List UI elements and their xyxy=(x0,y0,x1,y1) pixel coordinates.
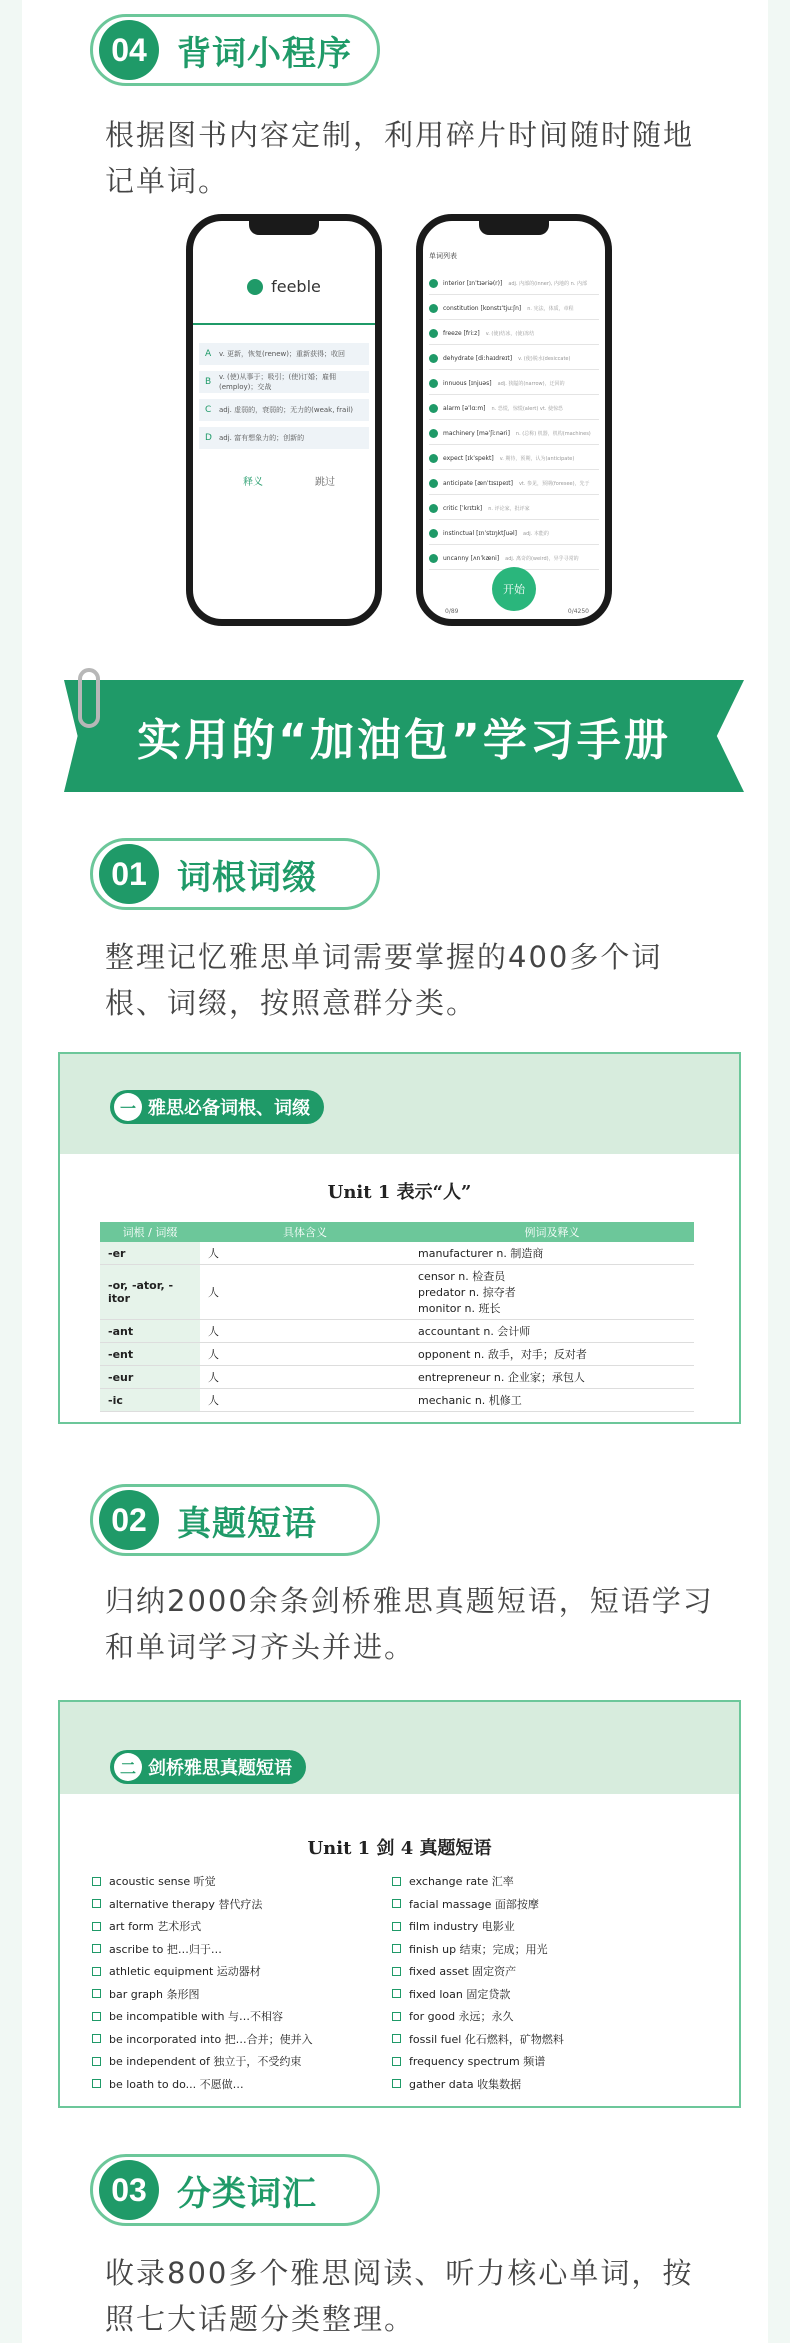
word-text: innuous [ɪnjuəs] xyxy=(443,380,492,387)
phrase-item xyxy=(92,1915,201,1937)
play-icon[interactable] xyxy=(429,404,438,413)
phrase-text: acoustic sense 听觉 xyxy=(109,1875,216,1888)
wordlist-header: 单词列表 xyxy=(429,252,457,260)
word-list-item[interactable] xyxy=(429,498,599,520)
word-meaning: n. 评论家，批评家 xyxy=(488,506,530,512)
example-word: predator n. 掠夺者 xyxy=(418,1286,516,1299)
word-list-item[interactable] xyxy=(429,348,599,370)
word-text: anticipate [ænˈtɪsɪpeɪt] xyxy=(443,480,513,487)
answer-option[interactable]: C adj. 虚弱的，衰弱的；无力的(weak, frail) xyxy=(199,399,369,421)
word-text: critic [ˈkrɪtɪk] xyxy=(443,505,483,512)
phrases-sample-page xyxy=(58,1700,741,2108)
play-icon[interactable] xyxy=(429,354,438,363)
section-header-roots xyxy=(90,838,380,910)
checkbox-icon xyxy=(92,1899,101,1908)
checkbox-icon xyxy=(392,1944,401,1953)
phrase-text: be loath to do... 不愿做… xyxy=(109,2077,244,2091)
root-cell: -ic xyxy=(100,1389,200,1412)
paperclip-icon xyxy=(78,668,100,728)
phrase-text: be incompatible with 与…不相容 xyxy=(109,2010,283,2023)
root-cell: -or, -ator, -itor xyxy=(100,1265,200,1320)
column-header: 具体含义 xyxy=(200,1222,410,1242)
play-icon[interactable] xyxy=(429,429,438,438)
phrase-item xyxy=(392,1983,510,2005)
meaning-cell: 人 xyxy=(200,1343,410,1366)
start-button[interactable]: 开始 xyxy=(492,567,536,611)
word-meaning: v. (使)脱水(desiccate) xyxy=(518,356,571,362)
word-text: constitution [kɒnstɪˈtjuːʃn] xyxy=(443,305,522,312)
section-description: 根据图书内容定制，利用碎片时间随时随地记单词。 xyxy=(105,118,695,198)
phrase-item xyxy=(92,2073,244,2095)
word-meaning: n. (总称) 机器，机构(machines) xyxy=(515,431,591,437)
section-number: 03 xyxy=(99,2160,159,2220)
skip-button[interactable]: 跳过 xyxy=(315,477,335,488)
phrase-text: ascribe to 把…归于… xyxy=(109,1942,222,1956)
word-display xyxy=(193,277,375,296)
examples-cell xyxy=(410,1265,694,1320)
phrase-text: for good 永远；永久 xyxy=(409,2010,514,2023)
phrase-item xyxy=(92,1960,261,1982)
column-header: 例词及释义 xyxy=(410,1222,694,1242)
panel-tag: 二 剑桥雅思真题短语 xyxy=(110,1750,306,1784)
play-icon[interactable] xyxy=(429,279,438,288)
word-meaning: v. (使)结冰，(使)冻结 xyxy=(485,331,535,337)
phrase-text: gather data 收集数据 xyxy=(409,2077,522,2091)
example-word: entrepreneur n. 企业家；承包人 xyxy=(418,1371,585,1384)
phrase-text: bar graph 条形图 xyxy=(109,1987,200,2001)
phrase-text: be incorporated into 把…合并；使并入 xyxy=(109,2032,313,2046)
examples-cell xyxy=(410,1242,694,1265)
phrase-text: film industry 电影业 xyxy=(409,1920,515,1933)
word-text: freeze [friːz] xyxy=(443,330,480,337)
example-word: monitor n. 班长 xyxy=(418,1302,501,1315)
phrase-text: frequency spectrum 频谱 xyxy=(409,2055,546,2068)
word-list-item[interactable] xyxy=(429,398,599,420)
checkbox-icon xyxy=(392,1899,401,1908)
phrase-item xyxy=(392,2050,545,2072)
word-list-item[interactable] xyxy=(429,273,599,295)
word-meaning: n. 恐慌，惊慌(alert) vt. 使惊恐 xyxy=(491,406,563,412)
word-list-item[interactable] xyxy=(429,298,599,320)
play-icon[interactable] xyxy=(429,454,438,463)
checkbox-icon xyxy=(392,1967,401,1976)
play-icon[interactable] xyxy=(429,329,438,338)
banner-title: 实用的“加油包”学习手册 xyxy=(137,715,671,766)
examples-cell xyxy=(410,1389,694,1412)
answer-option[interactable]: B v. (使)从事于；吸引；(使)订婚；雇佣(employ)；交战 xyxy=(199,371,369,393)
word-list-item[interactable] xyxy=(429,448,599,470)
word-meaning: adj. 狭隘的(narrow)，迂回的 xyxy=(497,381,565,387)
word-meaning: adj. 内部的(inner), 内地的 n. 内部 xyxy=(508,281,587,287)
phrase-item xyxy=(92,1893,262,1915)
quiz-word: feeble xyxy=(271,277,321,296)
phrase-item xyxy=(92,2005,283,2027)
total-count: 0/4250 xyxy=(567,608,589,615)
checkbox-icon xyxy=(392,1922,401,1931)
panel-header xyxy=(60,1054,739,1154)
phrase-text: exchange rate 汇率 xyxy=(409,1875,514,1888)
play-icon[interactable] xyxy=(429,504,438,513)
column-header: 词根 / 词缀 xyxy=(100,1222,200,1242)
table-row xyxy=(100,1320,694,1343)
meaning-cell: 人 xyxy=(200,1242,410,1265)
word-text: instinctual [ɪnˈstɪŋktʃuəl] xyxy=(443,530,518,537)
meaning-cell: 人 xyxy=(200,1366,410,1389)
panel-header xyxy=(60,1702,739,1794)
word-list-item[interactable] xyxy=(429,473,599,495)
meaning-cell: 人 xyxy=(200,1265,410,1320)
checkbox-icon xyxy=(92,1967,101,1976)
examples-cell xyxy=(410,1366,694,1389)
section-header-topics xyxy=(90,2154,380,2226)
checkbox-icon xyxy=(92,1989,101,1998)
phrase-text: fossil fuel 化石燃料，矿物燃料 xyxy=(409,2032,564,2046)
phone-wordlist-screen xyxy=(416,214,612,626)
phrase-item xyxy=(92,2028,313,2050)
word-list-item[interactable] xyxy=(429,523,599,545)
example-word: opponent n. 敌手，对手；反对者 xyxy=(418,1348,587,1361)
play-icon[interactable] xyxy=(429,554,438,563)
checkbox-icon xyxy=(92,2057,101,2066)
phrase-text: fixed loan 固定贷款 xyxy=(409,1987,511,2001)
section-description: 整理记忆雅思单词需要掌握的400多个词根、词缀，按照意群分类。 xyxy=(105,940,663,1020)
section-title: 词根词缀 xyxy=(177,857,317,898)
checkbox-icon xyxy=(392,2057,401,2066)
section-header-vocab-app xyxy=(90,14,380,86)
phrase-text: facial massage 面部按摩 xyxy=(409,1897,539,1911)
word-meaning: adj. 本能的 xyxy=(523,531,549,537)
table-row xyxy=(100,1242,694,1265)
section-number: 01 xyxy=(99,844,159,904)
checkbox-icon xyxy=(92,1922,101,1931)
meaning-cell: 人 xyxy=(200,1389,410,1412)
word-meaning: adj. 离奇的(weird)，异乎寻常的 xyxy=(505,556,579,562)
checkbox-icon xyxy=(92,2079,101,2088)
phrase-item xyxy=(392,1915,515,1937)
phrase-text: art form 艺术形式 xyxy=(109,1920,202,1933)
phrase-item xyxy=(92,1870,216,1892)
phrase-item xyxy=(392,1938,548,1960)
checkbox-icon xyxy=(92,1877,101,1886)
root-cell: -ant xyxy=(100,1320,200,1343)
section-description: 收录800多个雅思阅读、听力核心单词，按照七大话题分类整理。 xyxy=(105,2256,694,2336)
right-border-strip xyxy=(768,0,790,2343)
unit-title: Unit 1 表示“人” xyxy=(327,1182,472,1203)
phrase-item xyxy=(392,2073,521,2095)
table-row xyxy=(100,1265,694,1320)
word-meaning: vt. 参见，预期(foresee)，先于 xyxy=(518,481,590,487)
table-row xyxy=(100,1389,694,1412)
word-text: dehydrate [diːhaɪdreɪt] xyxy=(443,355,513,362)
word-text: interior [ɪnˈtɪəriə(r)] xyxy=(443,280,503,287)
checkbox-icon xyxy=(92,2034,101,2043)
word-text: uncanny [ʌnˈkæni] xyxy=(443,555,500,562)
play-icon[interactable] xyxy=(429,529,438,538)
phone-notch xyxy=(249,221,319,235)
example-word: accountant n. 会计师 xyxy=(418,1325,531,1338)
section-description: 归纳2000余条剑桥雅思真题短语，短语学习和单词学习齐头并进。 xyxy=(105,1584,714,1664)
checkbox-icon xyxy=(392,1989,401,1998)
examples-cell xyxy=(410,1343,694,1366)
phrase-item xyxy=(92,2050,301,2072)
example-word: censor n. 检查员 xyxy=(418,1270,506,1283)
learned-count: 0/89 xyxy=(445,608,459,615)
phrase-text: alternative therapy 替代疗法 xyxy=(109,1897,263,1911)
roots-sample-page xyxy=(58,1052,741,1424)
roots-table xyxy=(100,1222,694,1412)
phrase-item xyxy=(92,1938,222,1960)
play-icon[interactable] xyxy=(429,479,438,488)
word-meaning: v. 期待，预期，认为(anticipate) xyxy=(499,456,575,462)
phrase-text: finish up 结束；完成；用光 xyxy=(409,1942,548,1956)
section-header-phrases xyxy=(90,1484,380,1556)
word-text: machinery [məˈʃiːnəri] xyxy=(443,430,510,437)
left-border-strip xyxy=(0,0,22,2343)
section-number: 04 xyxy=(99,20,159,80)
phrase-text: be independent of 独立于，不受约束 xyxy=(109,2055,302,2068)
unit-title: Unit 1 剑 4 真题短语 xyxy=(307,1838,492,1859)
phrase-text: fixed asset 固定资产 xyxy=(409,1965,517,1978)
root-cell: -er xyxy=(100,1242,200,1265)
root-cell: -eur xyxy=(100,1366,200,1389)
panel-tag: 一 雅思必备词根、词缀 xyxy=(110,1090,324,1124)
word-list-item[interactable] xyxy=(429,373,599,395)
section-number: 02 xyxy=(99,1490,159,1550)
word-text: expect [ɪkˈspekt] xyxy=(443,455,494,462)
word-meaning: n. 宪法，体质，章程 xyxy=(527,306,574,312)
phrase-item xyxy=(392,1870,514,1892)
table-row xyxy=(100,1343,694,1366)
examples-cell xyxy=(410,1320,694,1343)
root-cell: -ent xyxy=(100,1343,200,1366)
speaker-icon[interactable] xyxy=(247,279,263,295)
table-row xyxy=(100,1366,694,1389)
phrase-text: athletic equipment 运动器材 xyxy=(109,1965,261,1978)
word-list-item[interactable] xyxy=(429,323,599,345)
section-title: 分类词汇 xyxy=(177,2173,317,2214)
answer-option[interactable]: D adj. 富有想象力的；创新的 xyxy=(199,427,369,449)
play-icon[interactable] xyxy=(429,379,438,388)
phrase-item xyxy=(392,2028,564,2050)
divider xyxy=(193,323,375,325)
meaning-cell: 人 xyxy=(200,1320,410,1343)
phrase-item xyxy=(392,2005,514,2027)
checkbox-icon xyxy=(392,2034,401,2043)
phrase-item xyxy=(392,1893,539,1915)
checkbox-icon xyxy=(392,2012,401,2021)
word-text: alarm [əˈlɑːm] xyxy=(443,405,486,412)
word-list-item[interactable] xyxy=(429,423,599,445)
checkbox-icon xyxy=(92,1944,101,1953)
phone-notch xyxy=(479,221,549,235)
example-word: manufacturer n. 制造商 xyxy=(418,1247,544,1260)
play-icon[interactable] xyxy=(429,304,438,313)
checkbox-icon xyxy=(392,1877,401,1886)
definition-button[interactable]: 释义 xyxy=(243,477,263,488)
checkbox-icon xyxy=(92,2012,101,2021)
phrase-item xyxy=(92,1983,199,2005)
section-title: 真题短语 xyxy=(177,1503,317,1544)
phone-quiz-screen xyxy=(186,214,382,626)
checkbox-icon xyxy=(392,2079,401,2088)
answer-option[interactable]: A v. 更新，恢复(renew)；重新获得；收回 xyxy=(199,343,369,365)
phrase-item xyxy=(392,1960,516,1982)
section-title: 背词小程序 xyxy=(177,33,352,74)
example-word: mechanic n. 机修工 xyxy=(418,1394,522,1407)
